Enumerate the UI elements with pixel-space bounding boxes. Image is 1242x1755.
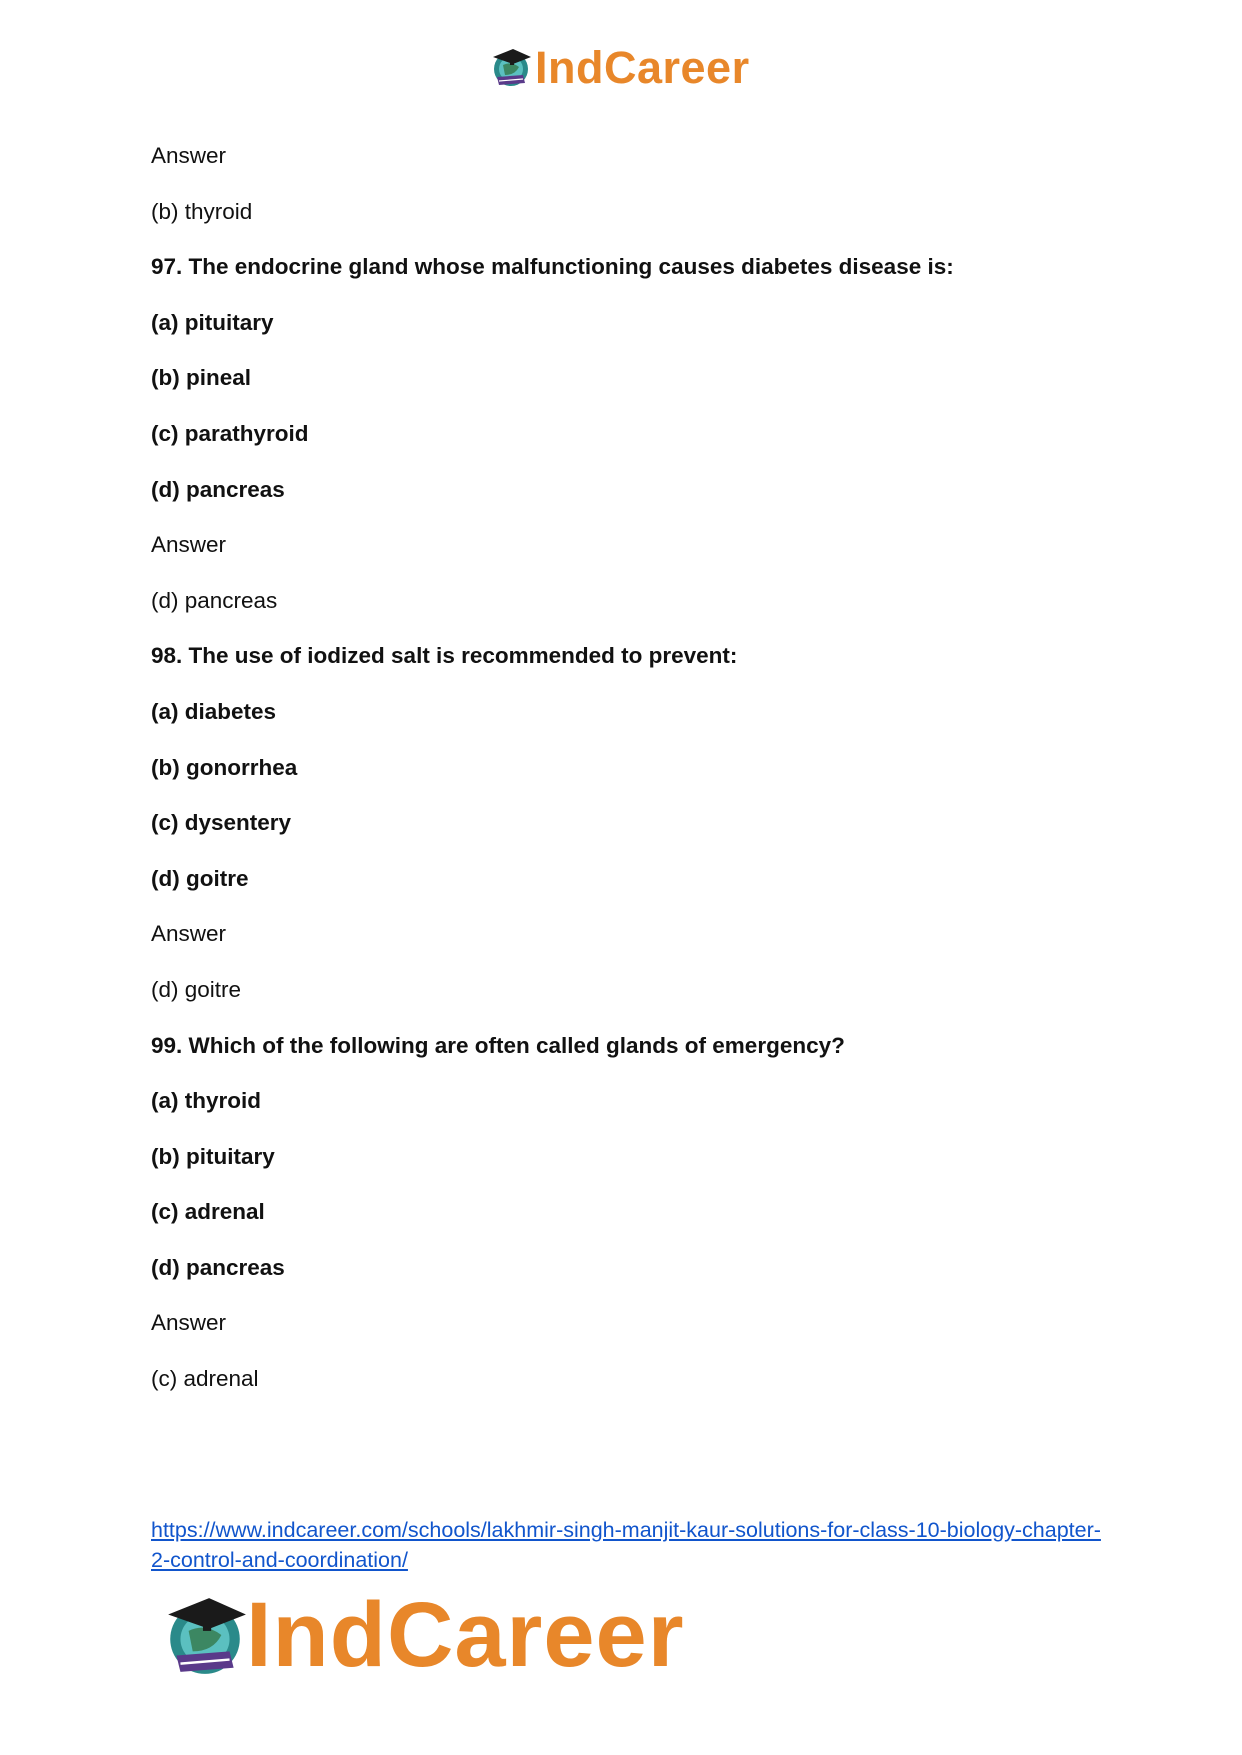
answer-label: Answer: [151, 532, 227, 558]
option-text: (b) gonorrhea: [151, 754, 298, 780]
option-text: (b) pineal: [151, 365, 251, 391]
graduation-cap-globe-icon: [160, 1590, 250, 1680]
option-text: (b) pituitary: [151, 1143, 275, 1169]
logo-text: IndCareer: [535, 41, 750, 93]
answer-label: Answer: [151, 921, 227, 947]
graduation-cap-globe-icon: [489, 45, 533, 89]
option-text: (c) dysentery: [151, 810, 292, 836]
document-body: [151, 141, 1111, 1420]
logo-text: IndCareer: [246, 1584, 685, 1686]
question-text: 99. Which of the following are often called glands of emergency?: [151, 1032, 845, 1058]
footer-logo: [160, 1585, 720, 1685]
option-text: (d) pancreas: [151, 476, 285, 502]
option-text: (d) goitre: [151, 865, 249, 891]
answer-text: (b) thyroid: [151, 198, 253, 224]
option-text: (c) adrenal: [151, 1199, 265, 1225]
answer-text: (d) goitre: [151, 976, 242, 1002]
source-link[interactable]: https://www.indcareer.com/schools/lakhmir-singh-manjit-kaur-solutions-for-class-10-biology-chapter-2-control-and-coordination/: [151, 1518, 1101, 1572]
option-text: (a) thyroid: [151, 1088, 261, 1114]
answer-text: (c) adrenal: [151, 1366, 259, 1392]
header-logo: [489, 40, 769, 94]
option-text: (a) diabetes: [151, 698, 277, 724]
option-text: (a) pituitary: [151, 309, 274, 335]
option-text: (d) pancreas: [151, 1254, 285, 1280]
option-text: (c) parathyroid: [151, 420, 309, 446]
question-text: 97. The endocrine gland whose malfunctioning causes diabetes disease is:: [151, 254, 954, 280]
answer-label: Answer: [151, 143, 227, 168]
answer-label: Answer: [151, 1310, 227, 1336]
answer-text: (d) pancreas: [151, 587, 278, 613]
question-text: 98. The use of iodized salt is recommended to prevent:: [151, 643, 738, 669]
